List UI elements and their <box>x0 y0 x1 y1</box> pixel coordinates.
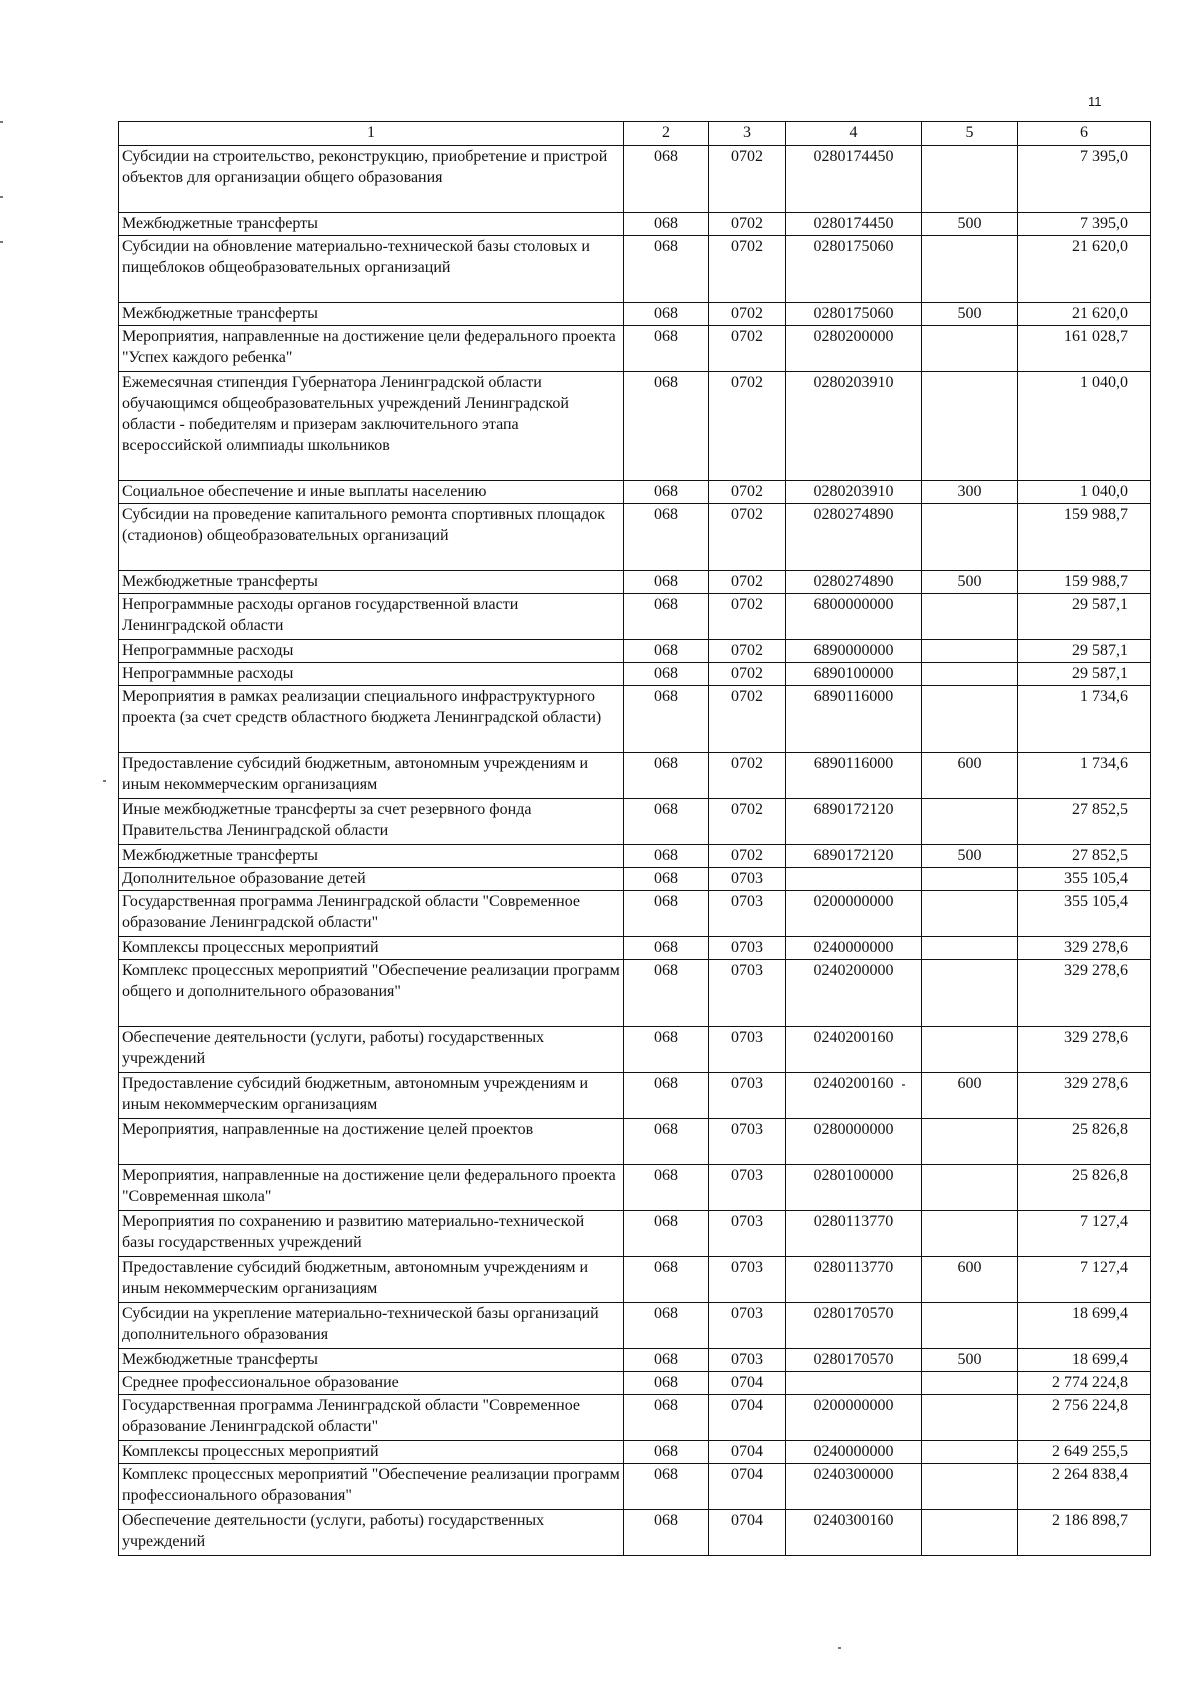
row-name: Государственная программа Ленинградской области "Современное образование Ленинградской области" <box>119 1395 624 1441</box>
row-expense-type: 500 <box>922 571 1018 594</box>
table-row <box>119 753 1151 799</box>
row-name: Комплекс процессных мероприятий "Обеспечение реализации программ профессионального образования" <box>119 1464 624 1510</box>
row-grbs-code: 068 <box>624 891 709 937</box>
row-section-code: 0702 <box>709 213 786 236</box>
table-row <box>119 1027 1151 1073</box>
row-target-code: 0280174450 <box>786 146 922 213</box>
row-grbs-code: 068 <box>624 845 709 868</box>
row-grbs-code: 068 <box>624 303 709 326</box>
row-amount: 7 395,0 <box>1018 146 1151 213</box>
row-name: Субсидии на укрепление материально-технической базы организаций дополнительного образования <box>119 1303 624 1349</box>
row-target-code: 0240300160 <box>786 1510 922 1556</box>
header-col-6: 6 <box>1018 122 1151 146</box>
row-expense-type <box>922 1119 1018 1165</box>
row-target-code: 0280175060 <box>786 236 922 303</box>
row-grbs-code: 068 <box>624 1119 709 1165</box>
row-target-code: 0280274890 <box>786 571 922 594</box>
row-target-code: 0240200160 <box>786 1027 922 1073</box>
table-row <box>119 1510 1151 1556</box>
table-row <box>119 236 1151 303</box>
row-expense-type: 600 <box>922 1257 1018 1303</box>
table-row <box>119 891 1151 937</box>
row-section-code: 0703 <box>709 891 786 937</box>
row-amount: 2 186 898,7 <box>1018 1510 1151 1556</box>
row-name: Мероприятия в рамках реализации специального инфраструктурного проекта (за счет средств областного бюджета Ленинградской области) <box>119 686 624 753</box>
row-section-code: 0702 <box>709 799 786 845</box>
row-expense-type <box>922 326 1018 372</box>
row-expense-type <box>922 1372 1018 1395</box>
header-col-1: 1 <box>119 122 624 146</box>
row-amount: 29 587,1 <box>1018 594 1151 640</box>
row-section-code: 0703 <box>709 1027 786 1073</box>
row-target-code: 6800000000 <box>786 594 922 640</box>
row-expense-type <box>922 640 1018 663</box>
row-amount: 2 264 838,4 <box>1018 1464 1151 1510</box>
row-section-code: 0703 <box>709 1211 786 1257</box>
row-amount: 329 278,6 <box>1018 1027 1151 1073</box>
table-row <box>119 845 1151 868</box>
row-name: Дополнительное образование детей <box>119 868 624 891</box>
row-name: Межбюджетные трансферты <box>119 213 624 236</box>
table-row <box>119 1303 1151 1349</box>
row-grbs-code: 068 <box>624 1510 709 1556</box>
row-target-code: 6890000000 <box>786 640 922 663</box>
table-row <box>119 663 1151 686</box>
row-section-code: 0703 <box>709 1119 786 1165</box>
row-grbs-code: 068 <box>624 326 709 372</box>
table-row <box>119 1349 1151 1372</box>
row-target-code: 0280000000 <box>786 1119 922 1165</box>
row-name: Предоставление субсидий бюджетным, автономным учреждениям и иным некоммерческим организациям <box>119 1073 624 1119</box>
row-target-code: 6890116000 <box>786 686 922 753</box>
row-section-code: 0704 <box>709 1464 786 1510</box>
row-amount: 18 699,4 <box>1018 1303 1151 1349</box>
table-row <box>119 937 1151 960</box>
row-expense-type <box>922 1303 1018 1349</box>
row-section-code: 0703 <box>709 1303 786 1349</box>
row-name: Субсидии на обновление материально-технической базы столовых и пищеблоков общеобразовательных организаций <box>119 236 624 303</box>
row-section-code: 0703 <box>709 960 786 1027</box>
row-name: Обеспечение деятельности (услуги, работы) государственных учреждений <box>119 1510 624 1556</box>
row-section-code: 0704 <box>709 1510 786 1556</box>
row-target-code: 0200000000 <box>786 891 922 937</box>
row-grbs-code: 068 <box>624 213 709 236</box>
row-expense-type <box>922 891 1018 937</box>
row-grbs-code: 068 <box>624 571 709 594</box>
row-name: Социальное обеспечение и иные выплаты населению <box>119 481 624 504</box>
table-row <box>119 1441 1151 1464</box>
row-target-code: 0280274890 <box>786 504 922 571</box>
row-section-code: 0702 <box>709 663 786 686</box>
row-name: Непрограммные расходы <box>119 663 624 686</box>
row-name: Межбюджетные трансферты <box>119 845 624 868</box>
header-col-2: 2 <box>624 122 709 146</box>
row-amount: 25 826,8 <box>1018 1165 1151 1211</box>
row-expense-type <box>922 686 1018 753</box>
row-grbs-code: 068 <box>624 481 709 504</box>
header-col-5: 5 <box>922 122 1018 146</box>
row-expense-type: 500 <box>922 845 1018 868</box>
row-grbs-code: 068 <box>624 1027 709 1073</box>
row-grbs-code: 068 <box>624 868 709 891</box>
row-name: Мероприятия, направленные на достижение цели федерального проекта "Успех каждого ребенка" <box>119 326 624 372</box>
row-target-code <box>786 868 922 891</box>
row-amount: 2 649 255,5 <box>1018 1441 1151 1464</box>
row-target-code: 0280113770 <box>786 1211 922 1257</box>
row-section-code: 0702 <box>709 481 786 504</box>
row-expense-type <box>922 1027 1018 1073</box>
row-amount: 7 127,4 <box>1018 1257 1151 1303</box>
row-section-code: 0702 <box>709 753 786 799</box>
table-row <box>119 504 1151 571</box>
table-row <box>119 1073 1151 1119</box>
row-amount: 355 105,4 <box>1018 891 1151 937</box>
row-amount: 27 852,5 <box>1018 799 1151 845</box>
row-target-code: 0280170570 <box>786 1349 922 1372</box>
row-amount: 1 734,6 <box>1018 753 1151 799</box>
row-section-code: 0702 <box>709 571 786 594</box>
row-target-code: 6890172120 <box>786 799 922 845</box>
row-expense-type <box>922 868 1018 891</box>
row-target-code: 6890116000 <box>786 753 922 799</box>
row-name: Комплексы процессных мероприятий <box>119 937 624 960</box>
row-target-code: 0200000000 <box>786 1395 922 1441</box>
row-amount: 21 620,0 <box>1018 236 1151 303</box>
row-section-code: 0704 <box>709 1395 786 1441</box>
row-expense-type <box>922 1464 1018 1510</box>
row-amount: 1 040,0 <box>1018 481 1151 504</box>
row-target-code: 0280203910 <box>786 481 922 504</box>
row-grbs-code: 068 <box>624 1303 709 1349</box>
row-amount: 1 734,6 <box>1018 686 1151 753</box>
table-row <box>119 303 1151 326</box>
row-section-code: 0703 <box>709 1257 786 1303</box>
row-target-code: 0280113770 <box>786 1257 922 1303</box>
row-name: Межбюджетные трансферты <box>119 1349 624 1372</box>
row-grbs-code: 068 <box>624 663 709 686</box>
row-grbs-code: 068 <box>624 1441 709 1464</box>
table-row <box>119 481 1151 504</box>
row-amount: 1 040,0 <box>1018 372 1151 481</box>
row-amount: 7 127,4 <box>1018 1211 1151 1257</box>
row-section-code: 0703 <box>709 1349 786 1372</box>
table-row <box>119 372 1151 481</box>
row-expense-type <box>922 663 1018 686</box>
row-grbs-code: 068 <box>624 686 709 753</box>
row-section-code: 0702 <box>709 303 786 326</box>
header-col-4: 4 <box>786 122 922 146</box>
row-target-code: 6890100000 <box>786 663 922 686</box>
row-grbs-code: 068 <box>624 236 709 303</box>
row-amount: 2 774 224,8 <box>1018 1372 1151 1395</box>
table-row <box>119 594 1151 640</box>
row-name: Непрограммные расходы органов государственной власти Ленинградской области <box>119 594 624 640</box>
row-grbs-code: 068 <box>624 504 709 571</box>
row-expense-type: 600 <box>922 1073 1018 1119</box>
row-name: Мероприятия по сохранению и развитию материально-технической базы государственных учреждений <box>119 1211 624 1257</box>
row-name: Ежемесячная стипендия Губернатора Ленинградской области обучающимся общеобразовательных учреждений Ленинградской области - победителям и призерам заключительного этапа всероссийской олимпиады школьников <box>119 372 624 481</box>
row-amount: 7 395,0 <box>1018 213 1151 236</box>
table-row <box>119 146 1151 213</box>
table-row <box>119 1257 1151 1303</box>
row-section-code: 0702 <box>709 372 786 481</box>
row-section-code: 0702 <box>709 146 786 213</box>
row-name: Иные межбюджетные трансферты за счет резервного фонда Правительства Ленинградской области <box>119 799 624 845</box>
row-grbs-code: 068 <box>624 753 709 799</box>
row-section-code: 0703 <box>709 868 786 891</box>
row-grbs-code: 068 <box>624 1073 709 1119</box>
row-target-code: 0280174450 <box>786 213 922 236</box>
row-target-code <box>786 1372 922 1395</box>
row-section-code: 0702 <box>709 594 786 640</box>
row-name: Мероприятия, направленные на достижение цели федерального проекта "Современная школа" <box>119 1165 624 1211</box>
row-section-code: 0702 <box>709 640 786 663</box>
row-expense-type: 300 <box>922 481 1018 504</box>
row-name: Субсидии на строительство, реконструкцию, приобретение и пристрой объектов для организации общего образования <box>119 146 624 213</box>
row-grbs-code: 068 <box>624 594 709 640</box>
row-name: Комплекс процессных мероприятий "Обеспечение реализации программ общего и дополнительного образования" <box>119 960 624 1027</box>
row-grbs-code: 068 <box>624 640 709 663</box>
row-section-code: 0702 <box>709 504 786 571</box>
row-expense-type <box>922 799 1018 845</box>
table-row <box>119 1372 1151 1395</box>
row-name: Мероприятия, направленные на достижение целей проектов <box>119 1119 624 1165</box>
table-row <box>119 213 1151 236</box>
row-target-code: 0280170570 <box>786 1303 922 1349</box>
header-row <box>119 122 1151 146</box>
row-section-code: 0702 <box>709 236 786 303</box>
row-section-code: 0704 <box>709 1441 786 1464</box>
row-grbs-code: 068 <box>624 799 709 845</box>
row-target-code: 0280100000 <box>786 1165 922 1211</box>
row-target-code: 0240200000 <box>786 960 922 1027</box>
row-amount: 329 278,6 <box>1018 960 1151 1027</box>
row-grbs-code: 068 <box>624 1165 709 1211</box>
table-row <box>119 571 1151 594</box>
row-amount: 29 587,1 <box>1018 663 1151 686</box>
row-target-code: 0280203910 <box>786 372 922 481</box>
row-name: Предоставление субсидий бюджетным, автономным учреждениям и иным некоммерческим организациям <box>119 1257 624 1303</box>
table-row <box>119 1165 1151 1211</box>
row-section-code: 0703 <box>709 1165 786 1211</box>
row-target-code: 0240000000 <box>786 937 922 960</box>
table-row <box>119 799 1151 845</box>
row-target-code: 0240000000 <box>786 1441 922 1464</box>
table-row <box>119 1211 1151 1257</box>
row-grbs-code: 068 <box>624 1349 709 1372</box>
row-name: Межбюджетные трансферты <box>119 303 624 326</box>
table-row <box>119 640 1151 663</box>
row-expense-type <box>922 960 1018 1027</box>
row-section-code: 0703 <box>709 937 786 960</box>
row-expense-type <box>922 372 1018 481</box>
row-name: Межбюджетные трансферты <box>119 571 624 594</box>
header-col-3: 3 <box>709 122 786 146</box>
row-section-code: 0702 <box>709 326 786 372</box>
row-expense-type <box>922 937 1018 960</box>
row-grbs-code: 068 <box>624 937 709 960</box>
row-expense-type <box>922 1510 1018 1556</box>
row-expense-type <box>922 146 1018 213</box>
row-target-code: 0240300000 <box>786 1464 922 1510</box>
row-amount: 27 852,5 <box>1018 845 1151 868</box>
row-amount: 2 756 224,8 <box>1018 1395 1151 1441</box>
row-section-code: 0704 <box>709 1372 786 1395</box>
row-expense-type <box>922 1395 1018 1441</box>
budget-table <box>118 121 1151 1556</box>
row-expense-type: 500 <box>922 213 1018 236</box>
row-grbs-code: 068 <box>624 1211 709 1257</box>
row-amount: 329 278,6 <box>1018 1073 1151 1119</box>
row-amount: 159 988,7 <box>1018 504 1151 571</box>
row-name: Непрограммные расходы <box>119 640 624 663</box>
row-grbs-code: 068 <box>624 1464 709 1510</box>
table-row <box>119 1464 1151 1510</box>
row-amount: 329 278,6 <box>1018 937 1151 960</box>
table-row <box>119 686 1151 753</box>
table-row <box>119 868 1151 891</box>
table-row <box>119 1395 1151 1441</box>
row-amount: 18 699,4 <box>1018 1349 1151 1372</box>
page-number: 11 <box>1088 94 1102 109</box>
row-amount: 21 620,0 <box>1018 303 1151 326</box>
row-grbs-code: 068 <box>624 1395 709 1441</box>
row-name: Обеспечение деятельности (услуги, работы) государственных учреждений <box>119 1027 624 1073</box>
row-expense-type <box>922 1441 1018 1464</box>
row-expense-type <box>922 594 1018 640</box>
row-expense-type: 500 <box>922 303 1018 326</box>
row-section-code: 0702 <box>709 845 786 868</box>
row-section-code: 0702 <box>709 686 786 753</box>
row-target-code: 0240200160 <box>786 1073 922 1119</box>
table-row <box>119 960 1151 1027</box>
row-grbs-code: 068 <box>624 1372 709 1395</box>
row-name: Субсидии на проведение капитального ремонта спортивных площадок (стадионов) общеобразовательных организаций <box>119 504 624 571</box>
row-grbs-code: 068 <box>624 960 709 1027</box>
row-name: Комплексы процессных мероприятий <box>119 1441 624 1464</box>
row-grbs-code: 068 <box>624 1257 709 1303</box>
row-amount: 25 826,8 <box>1018 1119 1151 1165</box>
table-row <box>119 1119 1151 1165</box>
row-name: Государственная программа Ленинградской области "Современное образование Ленинградской области" <box>119 891 624 937</box>
row-amount: 29 587,1 <box>1018 640 1151 663</box>
row-target-code: 6890172120 <box>786 845 922 868</box>
row-expense-type <box>922 1211 1018 1257</box>
row-section-code: 0703 <box>709 1073 786 1119</box>
row-grbs-code: 068 <box>624 372 709 481</box>
row-name: Среднее профессиональное образование <box>119 1372 624 1395</box>
row-expense-type: 600 <box>922 753 1018 799</box>
row-expense-type <box>922 1165 1018 1211</box>
table-row <box>119 326 1151 372</box>
row-amount: 161 028,7 <box>1018 326 1151 372</box>
row-name: Предоставление субсидий бюджетным, автономным учреждениям и иным некоммерческим организациям <box>119 753 624 799</box>
row-expense-type <box>922 236 1018 303</box>
row-amount: 159 988,7 <box>1018 571 1151 594</box>
row-target-code: 0280175060 <box>786 303 922 326</box>
row-expense-type <box>922 504 1018 571</box>
row-expense-type: 500 <box>922 1349 1018 1372</box>
row-target-code: 0280200000 <box>786 326 922 372</box>
row-amount: 355 105,4 <box>1018 868 1151 891</box>
row-grbs-code: 068 <box>624 146 709 213</box>
